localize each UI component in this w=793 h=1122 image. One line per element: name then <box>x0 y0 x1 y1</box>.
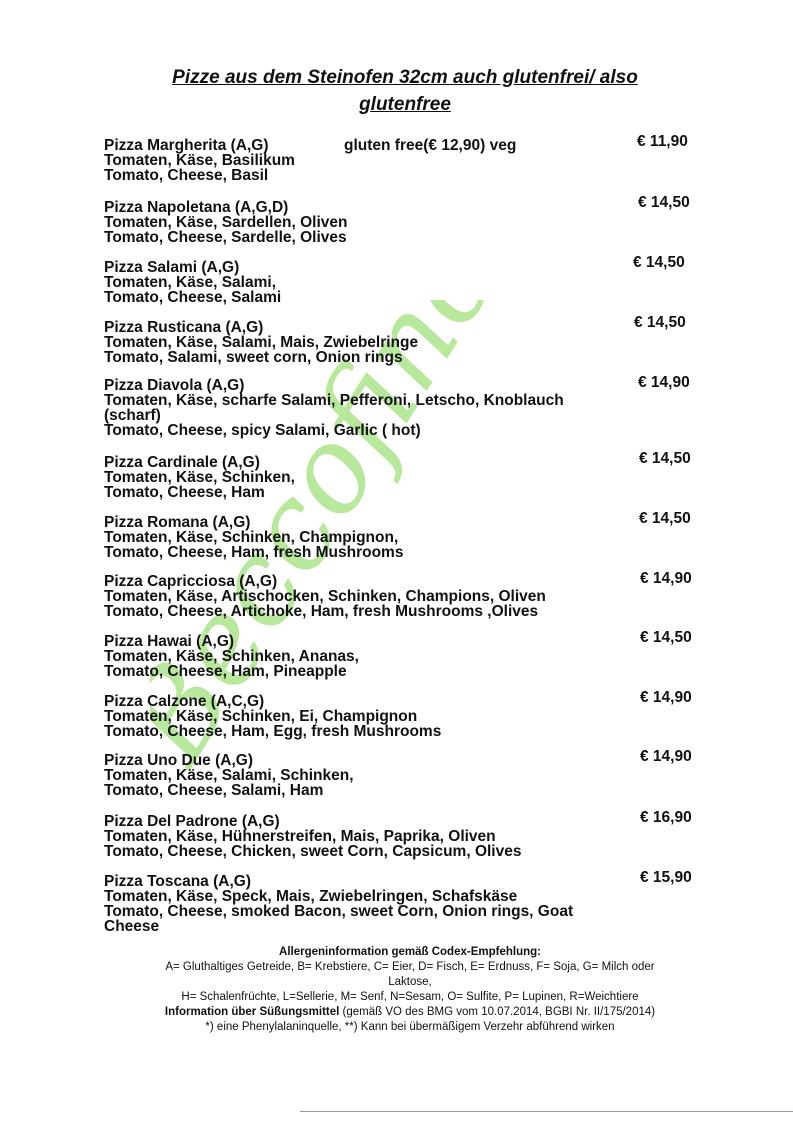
item-price: € 14,50 <box>638 194 690 211</box>
item-desc-de: Tomaten, Käse, Speck, Mais, Zwiebelringen, Schafskäse <box>104 888 518 905</box>
allergen-info <box>110 945 710 1035</box>
menu-item-margherita <box>104 138 714 183</box>
item-price: € 16,90 <box>640 809 692 826</box>
bottom-rule <box>300 1111 793 1112</box>
item-desc-de: Tomaten, Käse, Salami, Mais, Zwiebelringe <box>104 334 419 351</box>
menu-item-calzone <box>104 694 714 739</box>
item-name: Pizza Margherita (A,G) <box>104 137 269 154</box>
allergen-heading: Allergeninformation gemäß Codex-Empfehlung: <box>279 946 541 958</box>
item-desc-de: Tomaten, Käse, Salami, <box>104 274 276 291</box>
menu-item-uno-due <box>104 753 714 798</box>
item-desc-de: Tomaten, Käse, Artischocken, Schinken, Champions, Oliven <box>104 588 546 605</box>
allergen-line-3: H= Schalenfrüchte, L=Sellerie, M= Senf, N=Sesam, O= Sulfite, P= Lupinen, R=Weichtiere <box>181 991 639 1003</box>
item-desc-de-2: (scharf) <box>104 407 161 424</box>
item-name: Pizza Romana (A,G) <box>104 514 251 531</box>
item-desc-de: Tomaten, Käse, Salami, Schinken, <box>104 767 354 784</box>
item-desc-de: Tomaten, Käse, Sardellen, Oliven <box>104 214 348 231</box>
menu-item-del-padrone <box>104 814 714 859</box>
item-desc-de: Tomaten, Käse, Schinken, <box>104 469 295 486</box>
menu-item-cardinale <box>104 455 714 500</box>
sweetener-text: (gemäß VO des BMG vom 10.07.2014, BGBI Nr. II/175/2014) <box>339 1006 656 1018</box>
item-desc-en: Tomato, Cheese, Ham <box>104 484 265 501</box>
page-title <box>120 64 690 118</box>
item-price: € 15,90 <box>640 869 692 886</box>
item-desc-en: Tomato, Cheese, Sardelle, Olives <box>104 229 347 246</box>
menu-item-hawai <box>104 634 714 679</box>
item-desc-en: Tomato, Cheese, smoked Bacon, sweet Corn, Onion rings, Goat <box>104 903 574 920</box>
item-name: Pizza Diavola (A,G) <box>104 377 245 394</box>
item-price: € 14,90 <box>640 570 692 587</box>
item-price: € 14,50 <box>639 510 691 527</box>
item-desc-en: Tomato, Cheese, Chicken, sweet Corn, Capsicum, Olives <box>104 843 522 860</box>
item-name: Pizza Salami (A,G) <box>104 259 240 276</box>
item-name: Pizza Cardinale (A,G) <box>104 454 260 471</box>
item-price: € 14,90 <box>640 748 692 765</box>
item-name: Pizza Calzone (A,C,G) <box>104 693 265 710</box>
item-price: € 14,50 <box>633 254 685 271</box>
allergen-line-1: A= Gluthaltiges Getreide, B= Krebstiere, C= Eier, D= Fisch, E= Erdnuss, F= Soja, G= Milch oder <box>165 961 655 973</box>
item-desc-en: Tomato, Cheese, Ham, Pineapple <box>104 663 347 680</box>
sweetener-info <box>110 1005 710 1020</box>
item-name: Pizza Capricciosa (A,G) <box>104 573 278 590</box>
menu-item-salami <box>104 260 714 305</box>
item-gluten-free-note: gluten free(€ 12,90) veg <box>344 137 517 154</box>
item-desc-en: Tomato, Cheese, Ham, Egg, fresh Mushrooms <box>104 723 442 740</box>
sweetener-label: Information über Süßungsmittel <box>164 1006 340 1018</box>
item-price: € 14,90 <box>638 374 690 391</box>
item-desc-de: Tomaten, Käse, scharfe Salami, Pefferoni, Letscho, Knoblauch <box>104 392 564 409</box>
menu-item-toscana <box>104 874 714 934</box>
allergen-line-2: Laktose, <box>388 976 432 988</box>
allergen-line-5: *) eine Phenylalaninquelle, **) Kann bei übermäßigem Verzehr abführend wirken <box>205 1021 615 1033</box>
item-desc-en: Tomato, Cheese, Basil <box>104 167 269 184</box>
item-desc-en: Tomato, Cheese, Artichoke, Ham, fresh Mushrooms ,Olives <box>104 603 539 620</box>
item-name: Pizza Uno Due (A,G) <box>104 752 253 769</box>
menu-item-romana <box>104 515 714 560</box>
item-desc-de: Tomaten, Käse, Hühnerstreifen, Mais, Paprika, Oliven <box>104 828 496 845</box>
item-desc-en: Tomato, Cheese, Salami <box>104 289 282 306</box>
title-line-2: glutenfree <box>359 94 451 115</box>
menu-item-napoletana <box>104 200 714 245</box>
item-desc-de: Tomaten, Käse, Schinken, Champignon, <box>104 529 399 546</box>
item-name: Pizza Hawai (A,G) <box>104 633 235 650</box>
item-desc-en: Tomato, Salami, sweet corn, Onion rings <box>104 349 403 366</box>
item-desc-en: Tomato, Cheese, Ham, fresh Mushrooms <box>104 544 404 561</box>
item-price: € 11,90 <box>637 133 688 150</box>
item-price: € 14,50 <box>639 450 691 467</box>
item-desc-de: Tomaten, Käse, Schinken, Ananas, <box>104 648 359 665</box>
item-desc-de: Tomaten, Käse, Basilikum <box>104 152 295 169</box>
item-price: € 14,50 <box>640 629 692 646</box>
item-desc-en: Tomato, Cheese, Salami, Ham <box>104 782 324 799</box>
item-desc-de: Tomaten, Käse, Schinken, Ei, Champignon <box>104 708 418 725</box>
menu-item-capricciosa <box>104 574 714 619</box>
item-desc-en: Tomato, Cheese, spicy Salami, Garlic ( hot) <box>104 422 421 439</box>
item-desc-en-2: Cheese <box>104 918 160 935</box>
item-name: Pizza Toscana (A,G) <box>104 873 251 890</box>
item-name: Pizza Napoletana (A,G,D) <box>104 199 289 216</box>
menu-item-diavola <box>104 378 714 438</box>
watermark-text: Beccofino <box>150 300 525 785</box>
item-name: Pizza Rusticana (A,G) <box>104 319 264 336</box>
menu-item-rusticana <box>104 320 714 365</box>
item-price: € 14,90 <box>640 689 692 706</box>
title-line-1: Pizze aus dem Steinofen 32cm auch glutenfrei/ also <box>172 67 638 88</box>
item-name: Pizza Del Padrone (A,G) <box>104 813 280 830</box>
item-price: € 14,50 <box>634 314 686 331</box>
